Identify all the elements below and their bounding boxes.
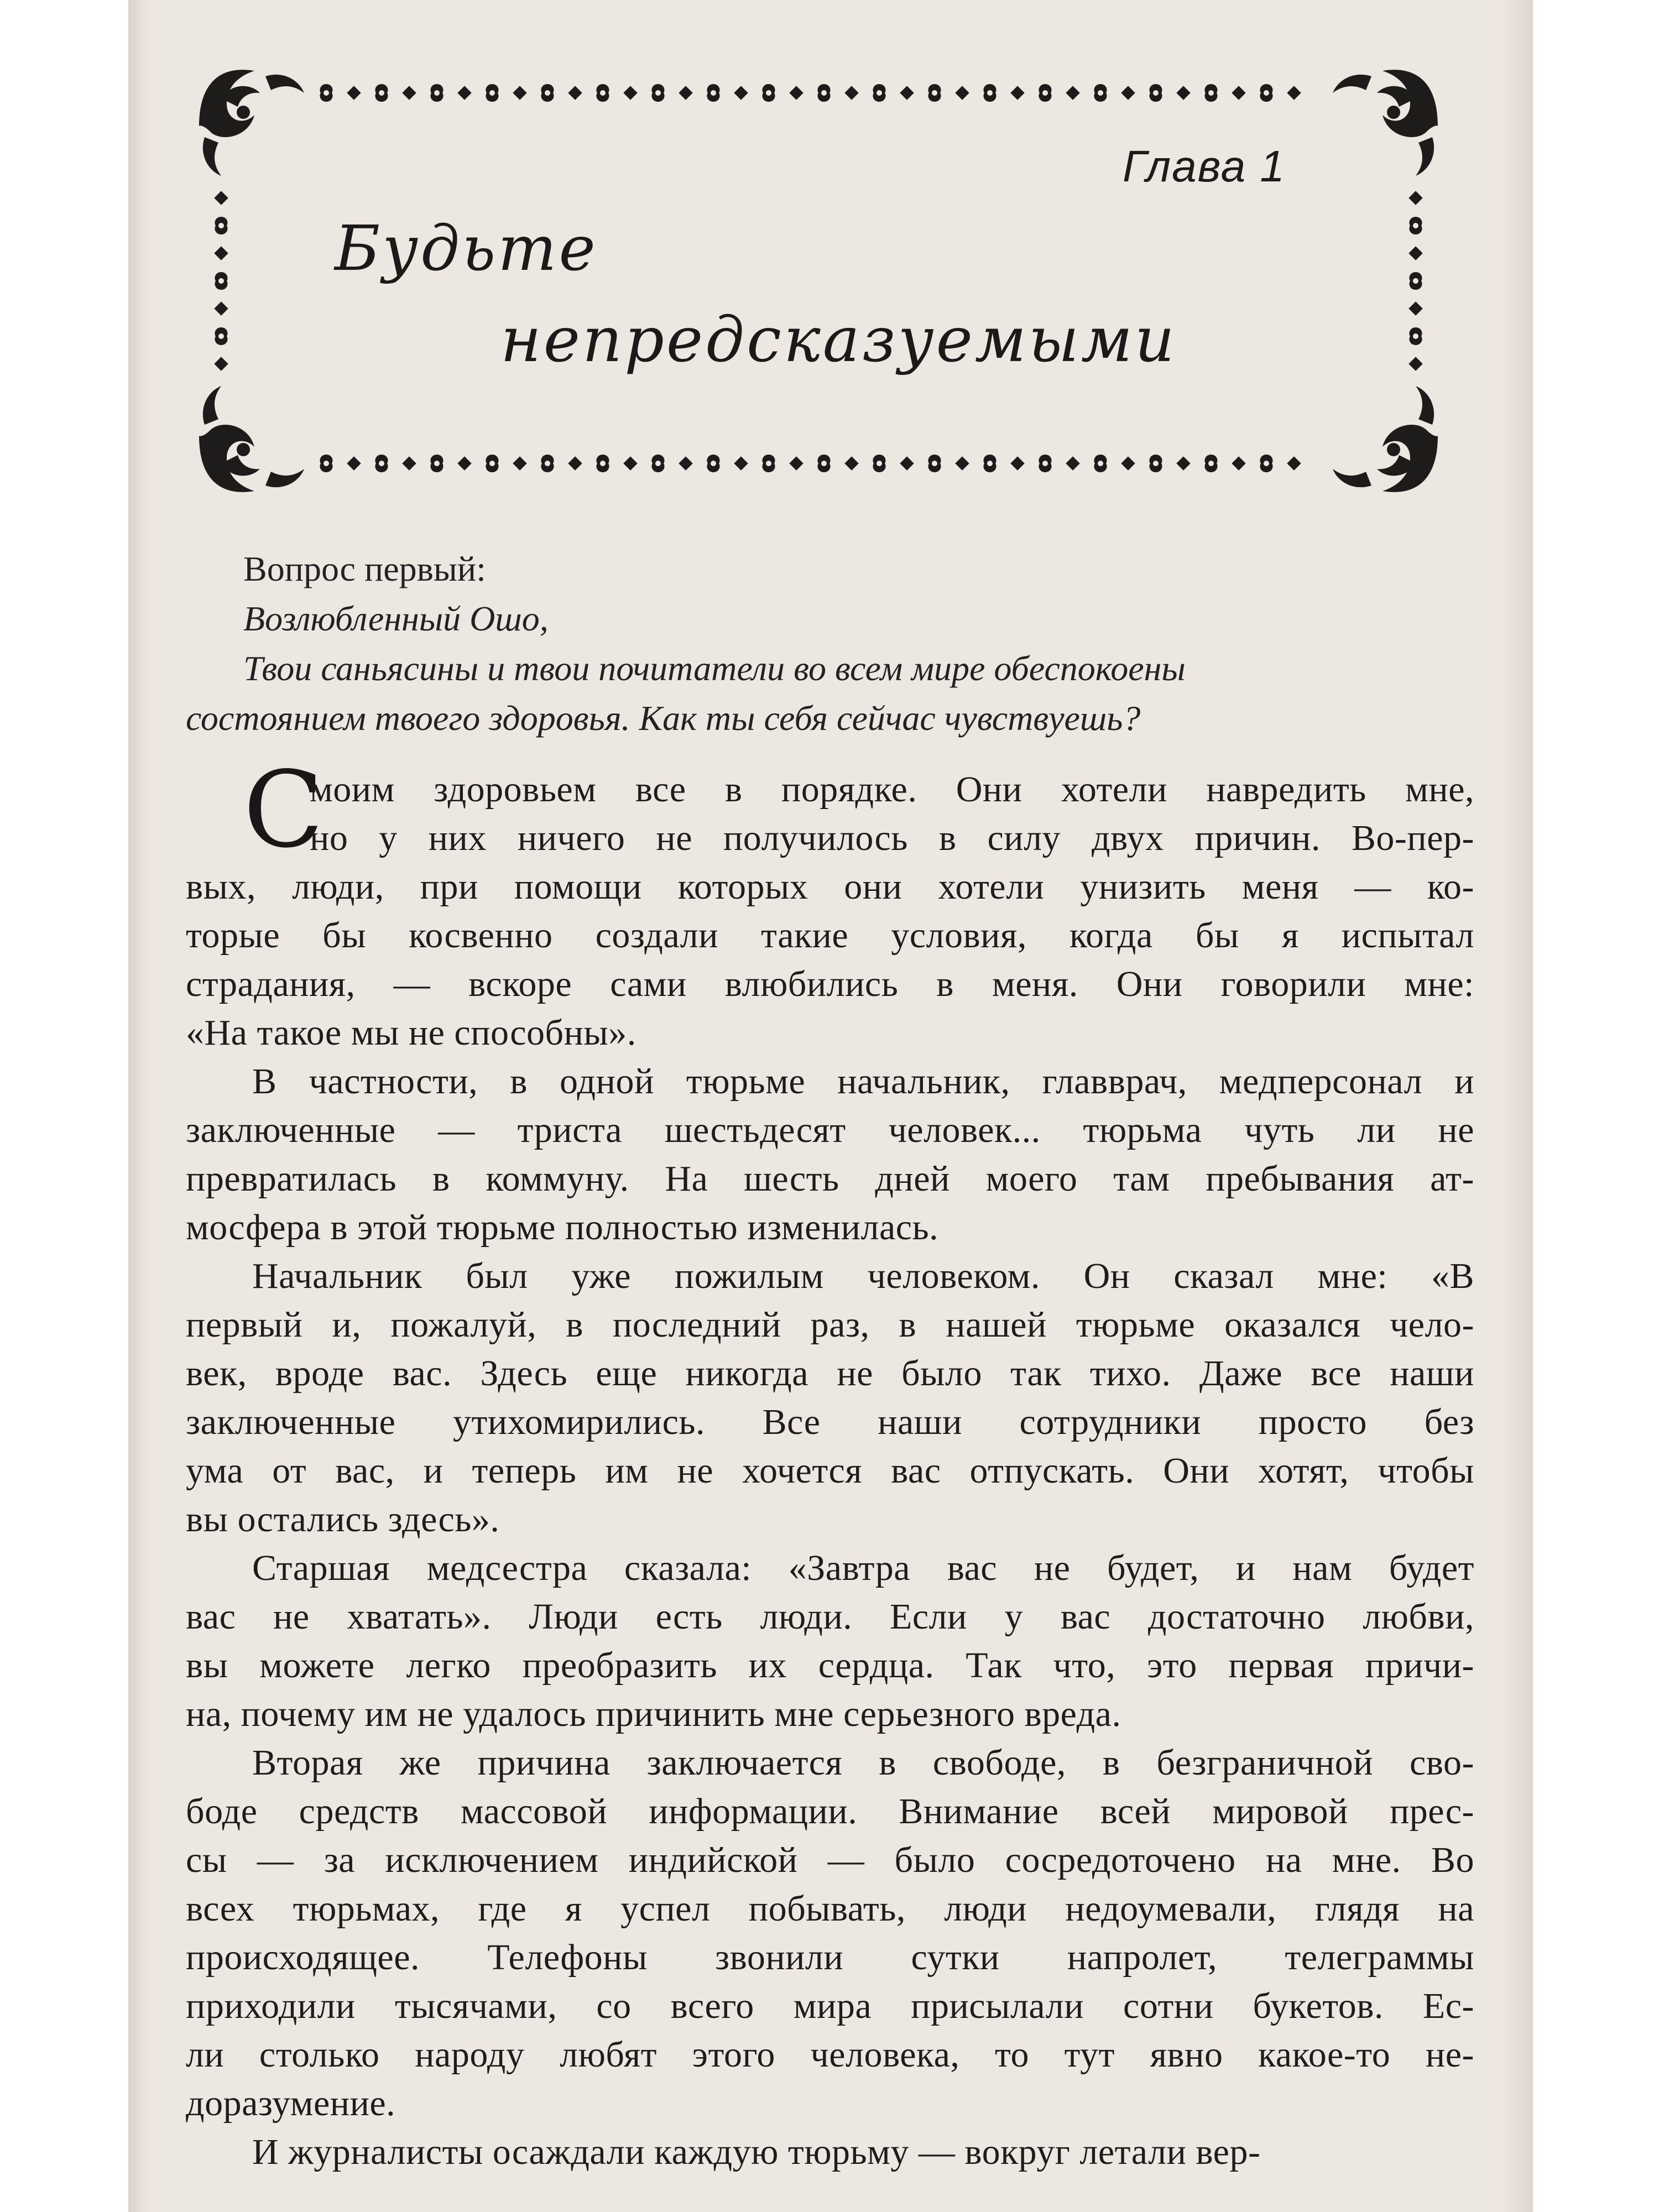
body-line: мосфера в этой тюрьме полностью изменилась.	[186, 1207, 939, 1248]
body-line: ума от вас, и теперь им не хочется вас отпускать. Они хотят, чтобы	[186, 1451, 1474, 1491]
body-line: Начальник был уже пожилым человеком. Он сказал мне: «В	[252, 1256, 1474, 1296]
body-line: заключенные утихомирились. Все наши сотрудники просто без	[186, 1402, 1474, 1442]
body-line: всех тюрьмах, где я успел побывать, люди недоумевали, глядя на	[186, 1888, 1474, 1929]
body-line: моим здоровьем все в порядке. Они хотели навредить мне,	[310, 769, 1474, 810]
body-line: Старшая медсестра сказала: «Завтра вас не будет, и нам будет	[252, 1548, 1474, 1588]
body-line: вы остались здесь».	[186, 1499, 500, 1540]
body-line: И журналисты осаждали каждую тюрьму — вокруг летали вер-	[252, 2132, 1261, 2172]
body-line: сы — за исключением индийской — было сосредоточено на мне. Во	[186, 1840, 1474, 1880]
chapter-title-line-2: непредсказуемыми	[500, 304, 1177, 376]
body-line: торые бы косвенно создали такие условия, когда бы я испытал	[186, 915, 1474, 956]
body-line: заключенные — триста шестьдесят человек... тюрьма чуть ли не	[186, 1110, 1474, 1150]
body-line: «На такое мы не способны».	[186, 1013, 637, 1053]
body-line: доразумение.	[186, 2083, 396, 2124]
body-line: ли столько народу любят этого человека, то тут явно какое-то не-	[186, 2034, 1474, 2075]
question-address: Возлюбленный Ошо,	[243, 599, 549, 638]
page-edge-shadow	[1500, 0, 1533, 2212]
body-line: вых, люди, при помощи которых они хотели унизить меня — ко-	[186, 867, 1474, 907]
body-line: В частности, в одной тюрьме начальник, главврач, медперсонал и	[252, 1061, 1474, 1102]
body-line: на, почему им не удалось причинить мне серьезного вреда.	[186, 1694, 1121, 1734]
body-line: но у них ничего не получилось в силу двух причин. Во-пер-	[310, 818, 1474, 858]
body-line: боде средств массовой информации. Внимание всей мировой прес-	[186, 1791, 1474, 1832]
body-line: первый и, пожалуй, в последний раз, в нашей тюрьме оказался чело-	[186, 1305, 1474, 1345]
body-line: превратилась в коммуну. На шесть дней моего там пребывания ат-	[186, 1159, 1474, 1199]
question-text-line-1: Твои саньясины и твои почитатели во всем мире обеспокоены	[243, 649, 1186, 688]
page-gutter-shadow	[128, 0, 148, 2212]
body-line: вы можете легко преобразить их сердца. Так что, это первая причи-	[186, 1645, 1474, 1686]
question-text-line-2: состоянием твоего здоровья. Как ты себя сейчас чувствуешь?	[186, 698, 1141, 738]
body-line: Вторая же причина заключается в свободе, в безграничной сво-	[252, 1743, 1474, 1783]
chapter-title-line-1: Будьте	[335, 213, 598, 285]
frame-top	[320, 84, 1301, 102]
body-line: вас не хватать». Люди есть люди. Если у вас достаточно любви,	[186, 1597, 1474, 1637]
drop-cap: С	[243, 749, 324, 871]
body-line: происходящее. Телефоны звонили сутки напролет, телеграммы	[186, 1937, 1474, 1978]
question-label: Вопрос первый:	[243, 549, 486, 588]
body-line: век, вроде вас. Здесь еще никогда не было так тихо. Даже все наши	[186, 1353, 1474, 1394]
body-line: приходили тысячами, со всего мира присылали сотни букетов. Ес-	[186, 1986, 1474, 2026]
body-line: страдания, — вскоре сами влюбились в меня. Они говорили мне:	[186, 964, 1474, 1004]
chapter-number: Глава 1	[1123, 142, 1286, 191]
